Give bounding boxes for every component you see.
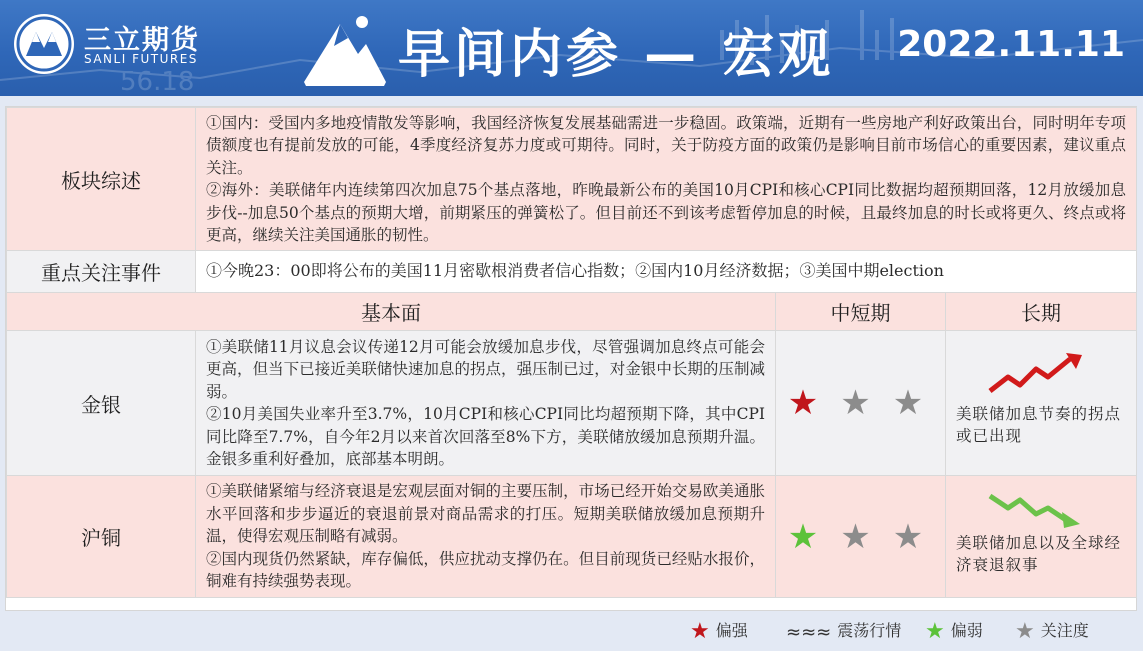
legend [0, 610, 1143, 650]
events-text: ①今晚23：00即将公布的美国11月密歇根消费者信心指数；②国内10月经济数据；③美国中期election [196, 251, 1137, 293]
header-short-term: 中短期 [776, 293, 946, 331]
long-term-note: 美联储加息以及全球经济衰退叙事 [956, 534, 1122, 574]
red-star-icon: ★ [690, 619, 710, 644]
legend-label: 震荡行情 [837, 621, 902, 640]
events-label: 重点关注事件 [7, 251, 196, 293]
report-panel [0, 96, 1143, 651]
grey-star-icon: ★ [840, 383, 881, 423]
grey-star-icon: ★ [892, 516, 934, 557]
legend-item-range [786, 618, 901, 643]
overview-domestic: ①国内：受国内多地疫情散发等影响，我国经济恢复发展基础需进一步稳固。政策端，近期有一些房地产利好政策出台，同时明年专项债额度也有提前发放的可能，4季度经济复苏力度或可期待。同时，关于防疫方面的政策仍是影响目前市场信心的重要因素，建议重点关注。 [206, 113, 1126, 177]
overview-label: 板块综述 [7, 108, 196, 251]
green-star-icon: ★ [925, 619, 945, 644]
header-fundamentals: 基本面 [7, 293, 776, 331]
header-long-term: 长期 [946, 293, 1137, 331]
sanli-logo-icon [14, 14, 74, 74]
gold-silver-point-2: ②10月美国失业率升至3.7%，10月CPI和核心CPI同比均超预期下降，其中CPI同比降至7.7%，自今年2月以来首次回落至8%下方，美联储放缓加息预期升温。金银多重利好叠加，底部基本明朗。 [206, 405, 765, 468]
grey-star-icon: ★ [892, 383, 934, 423]
long-term-view [946, 331, 1137, 476]
short-term-rating [776, 476, 946, 598]
brand-name: 三立期货 [84, 25, 200, 56]
legend-item-weak [925, 618, 983, 644]
mountain-icon [300, 10, 390, 86]
svg-text:56.18: 56.18 [120, 67, 195, 96]
overview-overseas: ②海外：美联储年内连续第四次加息75个基点落地，昨晚最新公布的美国10月CPI和核心CPI同比数据均超预期回落，12月放缓加息步伐--加息50个基点的预期大增，前期紧压的弹簧松了。但目前还不到该考虑暂停加息的时候，且最终加息的时长或将更久、终点或将更高，继续关注美国通胀的韧性。 [206, 181, 1126, 244]
row-name-gold-silver: 金银 [7, 331, 196, 476]
long-term-note: 美联储加息节奏的拐点或已出现 [956, 405, 1122, 445]
green-star-icon: ★ [787, 516, 829, 557]
copper-point-2: ②国内现货仍然紧缺，库存偏低，供应扰动支撑仍在。但目前现货已经贴水报价，铜难有持续强势表现。 [206, 549, 765, 591]
page-title: 早间内参 — 宏观 [398, 25, 835, 85]
report-table [5, 106, 1137, 611]
row-name-copper: 沪铜 [7, 476, 196, 598]
legend-label: 关注度 [1040, 621, 1089, 640]
copper-point-1: ①美联储紧缩与经济衰退是宏观层面对铜的主要压制，市场已经开始交易欧美通胀水平回落和步步逼近的衰退前景对商品需求的打压。短期美联储放缓加息预期升温，使得宏观压制略有减弱。 [206, 482, 765, 546]
grey-star-icon: ★ [840, 516, 881, 557]
gold-silver-point-1: ①美联储11月议息会议传递12月可能会放缓加息步伐，尽管强调加息终点可能会更高，但当下已接近美联储快速加息的拐点，强压制已过，对金银中长期的压制减弱。 [206, 337, 765, 401]
red-star-icon: ★ [787, 383, 829, 423]
brand-name-english: SANLI FUTURES [84, 52, 198, 66]
legend-item-attention [1015, 618, 1089, 644]
legend-label: 偏弱 [950, 621, 983, 640]
report-date: 2022.11.11 [897, 24, 1125, 65]
legend-item-strong [690, 618, 748, 644]
short-term-rating [776, 331, 946, 476]
overview-text [196, 108, 1137, 251]
legend-label: 偏强 [715, 621, 748, 640]
long-term-view [946, 476, 1137, 598]
row-text-gold-silver [196, 331, 776, 476]
uptrend-arrow-icon [986, 351, 1086, 399]
row-text-copper [196, 476, 776, 598]
downtrend-arrow-icon [986, 488, 1086, 530]
wave-icon: ≈≈≈ [786, 622, 832, 643]
header-banner [0, 0, 1143, 96]
grey-star-icon: ★ [1015, 619, 1035, 644]
